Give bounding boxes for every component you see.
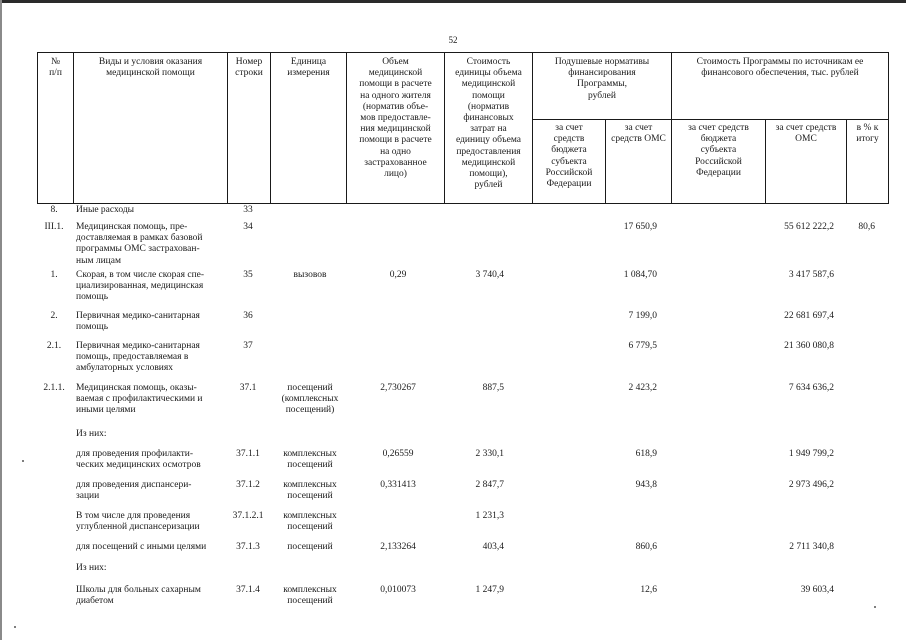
row-code: 37.1 (239, 383, 257, 393)
row-program-oms: 7 634 636,2 (788, 383, 834, 393)
row-cost: 3 740,4 (475, 270, 504, 280)
row-volume: 0,331413 (380, 480, 416, 490)
header-volume: Объем медицинской помощи в расчете на одного жителя (норматив объе- мов предоставле- ния медицинской помощи в расчете на одно застрахованное лицо) (359, 57, 432, 180)
row-code: 37.1.4 (236, 585, 260, 595)
row-code: 37.1.2 (236, 480, 260, 490)
row-program-oms: 55 612 222,2 (784, 222, 834, 232)
row-code: 33 (243, 205, 253, 215)
row-number: 2.1. (46, 341, 62, 351)
header-row: Номер строки (235, 57, 263, 79)
header-pr-pct: в % к итогу (856, 123, 879, 145)
row-cost: 2 847,7 (475, 480, 504, 490)
row-name: для проведения профилакти- ческих медицинских осмотров (76, 449, 201, 471)
header-program: Стоимость Программы по источникам ее финансового обеспечения, тыс. рублей (696, 57, 864, 79)
row-volume: 0,29 (389, 270, 407, 280)
row-code: 37.1.2.1 (232, 511, 264, 521)
row-name: Первичная медико-санитарная помощь, предоставляемая в амбулаторных условиях (76, 341, 200, 374)
row-program-oms: 1 949 799,2 (788, 449, 834, 459)
row-cost: 403,4 (482, 542, 504, 552)
row-number: 1. (50, 270, 58, 280)
row-number: III.1. (44, 222, 64, 232)
scan-speck (22, 460, 24, 462)
row-unit: посещений (комплексных посещений) (281, 383, 339, 416)
row-volume: 0,010073 (380, 585, 416, 595)
row-code: 35 (243, 270, 253, 280)
row-name: для посещений с иными целями (76, 542, 207, 552)
grid-line (888, 52, 889, 204)
header-per-capita: Подушевые нормативы финансирования Программы, рублей (554, 57, 650, 101)
row-per-capita-oms: 17 650,9 (623, 222, 657, 232)
row-unit: комплексных посещений (283, 449, 337, 471)
row-cost: 1 247,9 (475, 585, 504, 595)
row-volume: 0,26559 (382, 449, 414, 459)
row-unit: комплексных посещений (283, 480, 337, 502)
header-pr-budget: за счет средств бюджета субъекта Российской Федерации (688, 123, 749, 178)
row-name: Медицинская помощь, оказы- ваемая с профилактическими и иными целями (76, 383, 203, 416)
row-volume: 2,730267 (380, 383, 416, 393)
row-per-capita-oms: 2 423,2 (628, 383, 657, 393)
row-per-capita-oms: 6 779,5 (628, 341, 657, 351)
row-name: для проведения диспансери- зации (76, 480, 192, 502)
header-num: № п/п (49, 57, 62, 79)
row-name: Из них: (76, 429, 107, 439)
row-unit: посещений (287, 542, 333, 552)
row-code: 34 (243, 222, 253, 232)
row-code: 37.1.3 (236, 542, 260, 552)
scan-speck (14, 626, 16, 628)
grid-line (532, 119, 889, 120)
header-pr-oms: за счет средств ОМС (775, 123, 837, 145)
row-cost: 2 330,1 (475, 449, 504, 459)
row-code: 37.1.1 (236, 449, 260, 459)
grid-line (37, 52, 889, 53)
row-per-capita-oms: 860,6 (635, 542, 657, 552)
header-unit: Единица измерения (287, 57, 330, 79)
row-program-oms: 22 681 697,4 (784, 311, 834, 321)
header-pc-budget: за счет средств бюджета субъекта Российской Федерации (545, 123, 593, 190)
header-cost: Стоимость единицы объема медицинской помощи (норматив финансовых затрат на единицу объема предоставления медицинской помощи), рублей (455, 57, 522, 191)
row-per-capita-oms: 12,6 (640, 585, 657, 595)
scan-speck (874, 606, 876, 608)
row-name: Медицинская помощь, пре- доставляемая в рамках базовой программы ОМС застрахован- ным лицам (76, 222, 203, 266)
row-number: 2.1.1. (43, 383, 65, 393)
row-unit: комплексных посещений (283, 585, 337, 607)
row-cost: 1 231,3 (475, 511, 504, 521)
row-per-capita-oms: 943,8 (635, 480, 657, 490)
row-program-oms: 21 360 080,8 (784, 341, 834, 351)
row-program-oms: 3 417 587,6 (788, 270, 834, 280)
table-header (37, 52, 889, 204)
row-program-oms: 2 973 496,2 (788, 480, 834, 490)
row-name: Из них: (76, 563, 107, 573)
row-number: 2. (50, 311, 58, 321)
row-per-capita-oms: 7 199,0 (628, 311, 657, 321)
row-name: Первичная медико-санитарная помощь (76, 311, 200, 333)
scan-edge (0, 0, 2, 640)
row-unit: вызовов (293, 270, 327, 280)
row-program-oms: 2 711 340,8 (789, 542, 834, 552)
grid-line (37, 203, 889, 204)
header-kind: Виды и условия оказания медицинской помощи (98, 57, 203, 79)
page-number: 52 (448, 35, 458, 45)
row-per-capita-oms: 1 084,70 (623, 270, 657, 280)
row-volume: 2,133264 (380, 542, 416, 552)
row-code: 36 (243, 311, 253, 321)
row-code: 37 (243, 341, 253, 351)
row-name: Школы для больных сахарным диабетом (76, 585, 201, 607)
row-program-oms: 39 603,4 (800, 585, 834, 595)
header-pc-oms: за счет средств ОМС (611, 123, 666, 145)
row-number: 8. (50, 205, 58, 215)
row-name: В том числе для проведения углубленной диспансеризации (76, 511, 200, 533)
row-name: Иные расходы (76, 205, 135, 215)
row-per-capita-oms: 618,9 (635, 449, 657, 459)
row-unit: комплексных посещений (283, 511, 337, 533)
row-program-pct: 80,6 (858, 222, 875, 232)
row-cost: 887,5 (482, 383, 504, 393)
row-name: Скорая, в том числе скорая спе- циализированная, медицинская помощь (76, 270, 205, 303)
scan-edge (0, 0, 906, 3)
